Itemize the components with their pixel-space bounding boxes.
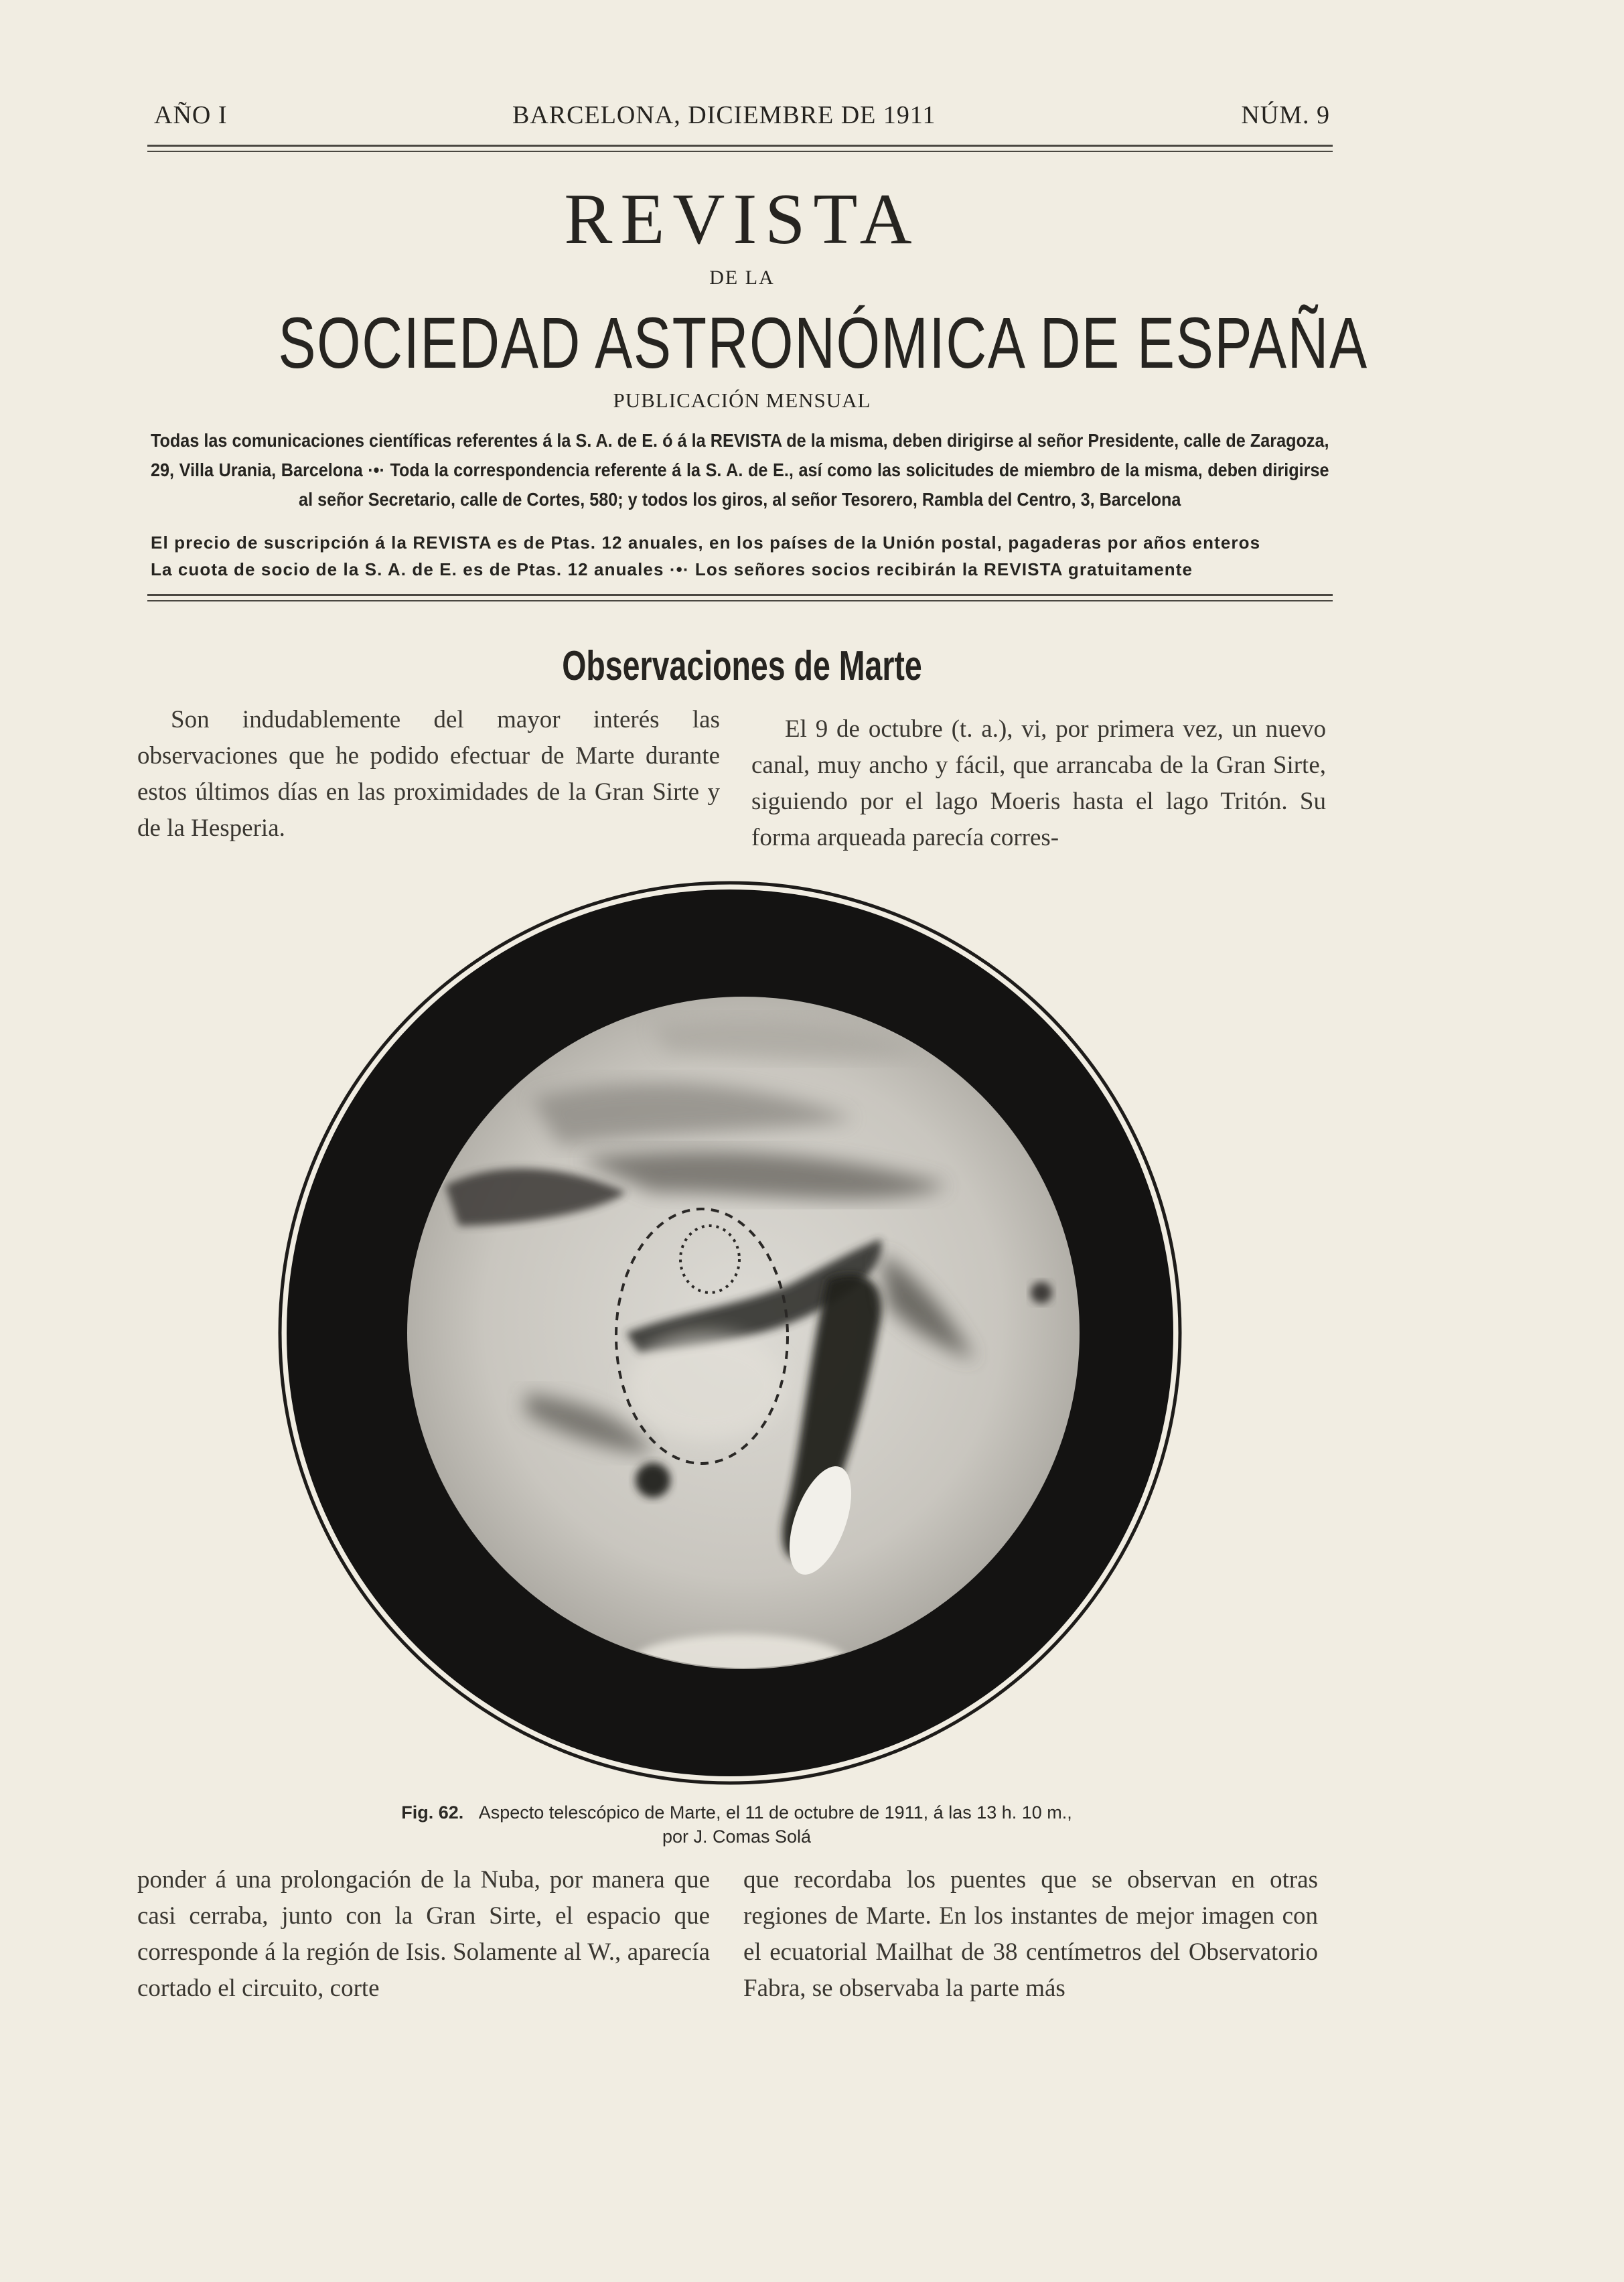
figure-caption — [201, 1800, 1272, 1849]
caption-text: Aspecto telescópico de Marte, el 11 de octubre de 1911, á las 13 h. 10 m., — [478, 1802, 1072, 1823]
mars-drawing — [278, 877, 1182, 1788]
article-title: Observaciones de Marte — [562, 643, 922, 689]
masthead-society: SOCIEDAD ASTRONÓMICA DE ESPAÑA — [278, 302, 1368, 383]
running-head — [154, 100, 1330, 141]
column-2 — [751, 711, 1326, 856]
header-rule — [147, 145, 1333, 152]
subscription-price: El precio de suscripción á la REVISTA es de Ptas. 12 anuales, en los países de la Unión postal, pagaderas por años enteros — [151, 532, 1261, 553]
masthead-rule — [147, 594, 1333, 601]
paragraph: que recordaba los puentes que se observan en otras regiones de Marte. En los instantes de mejor imagen con el ecuatorial Mailhat de 38 centímetros del Observatorio Fabra, se observaba la parte más — [743, 1866, 1318, 2002]
column-1 — [137, 702, 720, 847]
correspondence-notice: Todas las comunicaciones científicas referentes á la S. A. de E. ó á la REVISTA de la misma, deben dirigirse al señor Presidente, calle de Zaragoza, 29, Villa Urania, Barcelona ·•· Toda la correspondencia referente á la S. A. de E., así como las solicitudes de miembro de la misma, deben dirigirse al señor Secretario, calle de Cortes, 580; y todos los giros, al señor Tesorero, Rambla del Centro, 3, Barcelona — [151, 430, 1329, 510]
year-label: AÑO I — [154, 101, 228, 129]
paragraph: El 9 de octubre (t. a.), vi, por primera vez, un nuevo canal, muy ancho y fácil, que arrancaba de la Gran Sirte, siguiendo por el lago Moeris hasta el lago Tritón. Su forma arqueada parecía corres- — [751, 715, 1326, 851]
column-4 — [743, 1862, 1318, 2007]
masthead-subtitle: PUBLICACIÓN MENSUAL — [613, 388, 871, 412]
mars-telescope-figure — [278, 877, 1182, 1788]
member-fee: La cuota de socio de la S. A. de E. es de Ptas. 12 anuales ·•· Los señores socios recibirán la REVISTA gratuitamente — [151, 559, 1193, 579]
masthead-revista: REVISTA — [564, 180, 920, 259]
caption-author: por J. Comas Solá — [662, 1827, 812, 1847]
masthead-de-la: DE LA — [709, 267, 775, 289]
issue-number: NÚM. 9 — [1241, 101, 1330, 129]
figure-label: Fig. 62. — [401, 1802, 464, 1823]
paragraph: Son indudablemente del mayor interés las observaciones que he podido efectuar de Marte durante estos últimos días en las proximidades de la Gran Sirte y de la Hesperia. — [137, 706, 720, 842]
column-3 — [137, 1862, 710, 2007]
dateline: BARCELONA, DICIEMBRE DE 1911 — [512, 101, 936, 129]
subscription-notice — [151, 529, 1329, 583]
paragraph: ponder á una prolongación de la Nuba, por manera que casi cerraba, junto con la Gran Sirte, el espacio que corresponde á la región de Isis. Solamente al W., aparecía cortado el circuito, corte — [137, 1866, 710, 2002]
